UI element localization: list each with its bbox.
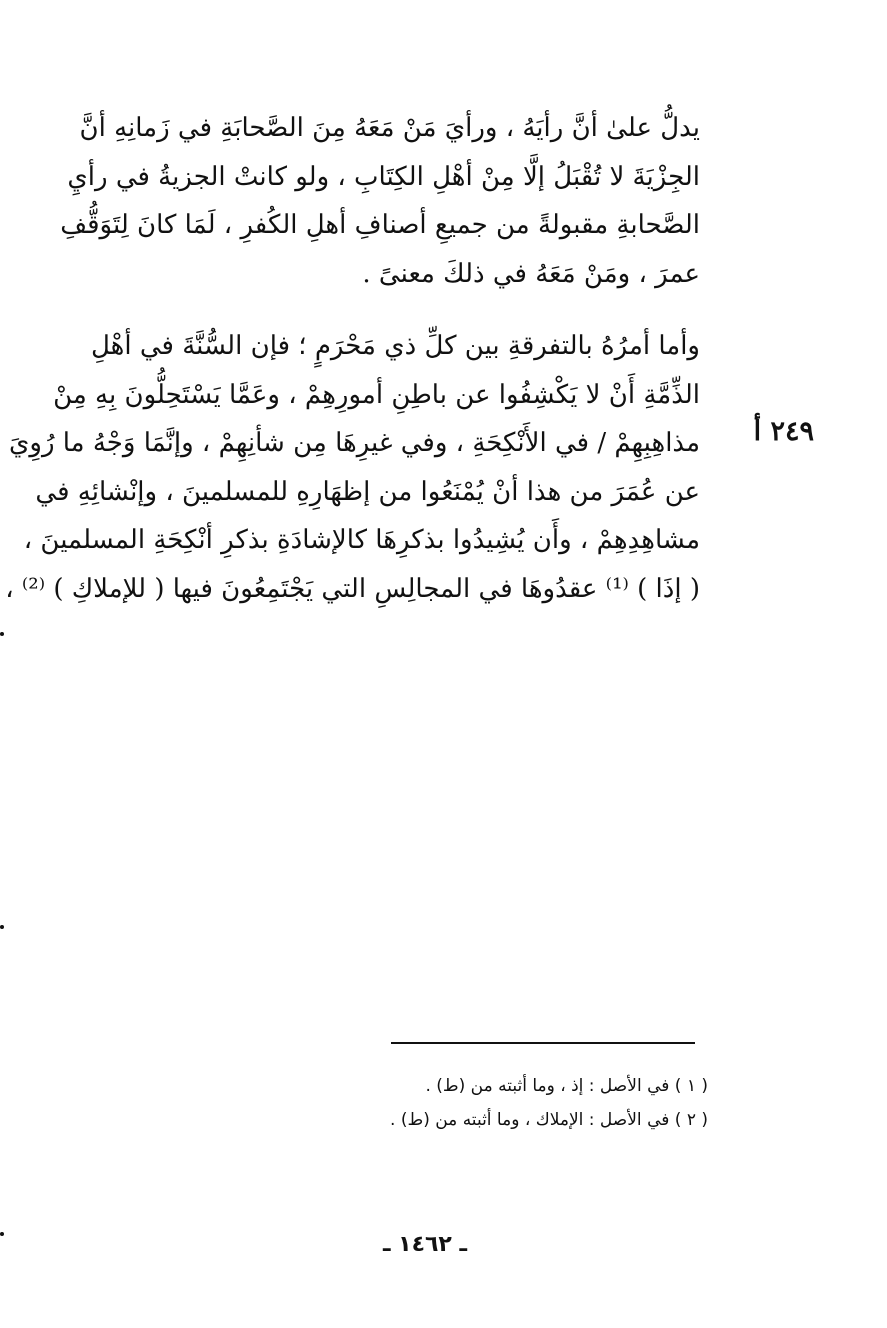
paragraph-line: وأما أمرُهُ بالتفرقةِ بين كلِّ ذي مَحْرَمٍ ؛ فإن السُّنَّةَ في أهْلِ <box>90 331 700 361</box>
manuscript-folio-reference: ٢٤٩ أ <box>753 416 814 447</box>
page-number: ـ ١٤٦٢ ـ <box>382 1232 468 1257</box>
body-paragraph-1 <box>38 104 700 298</box>
paragraph-line: مذاهِبِهِمْ / في الأَنْكِحَةِ ، وفي غيرِهَا مِن شأنِهِمْ ، وإنَّمَا وَجْهُ ما رُوِيَ <box>9 428 700 458</box>
body-paragraph-2 <box>5 322 700 613</box>
paragraph-line: مشاهِدِهِمْ ، وأَن يُشِيدُوا بذكرِهَا كالإشادَةِ بذكرِ أنْكِحَةِ المسلمينَ ، <box>23 525 700 555</box>
scan-edge-mark <box>0 632 4 636</box>
footnotes <box>250 1069 708 1137</box>
footnote-1: ( ١ ) في الأصل : إذ ، وما أثبته من (ط) . <box>425 1076 708 1096</box>
paragraph-line: عمرَ ، ومَنْ مَعَهُ في ذلكَ معنىً . <box>362 258 700 289</box>
paragraph-line: الذِّمَّةِ أَنْ لا يَكْشِفُوا عن باطِنِ أمورِهِمْ ، وعَمَّا يَسْتَحِلُّونَ بِهِ مِنْ <box>53 379 700 410</box>
paragraph-line: يدلُّ علىٰ أنَّ رأيَهُ ، ورأيَ مَنْ مَعَهُ مِنَ الصَّحابَةِ في زَمانِهِ أنَّ <box>79 113 700 143</box>
scan-edge-mark <box>0 925 4 929</box>
scan-edge-mark <box>0 1232 4 1236</box>
footnote-separator <box>391 1042 695 1044</box>
paragraph-line: ( إذَا ) ⁽¹⁾ عقدُوهَا في المجالِسِ التي يَجْتَمِعُونَ فيها ( للإملاكِ ) ⁽²⁾ ، <box>5 573 700 604</box>
paragraph-line: الجِزْيَةَ لا تُقْبَلُ إلَّا مِنْ أهْلِ الكِتَابِ ، ولو كانتْ الجزيةُ في رأيِ <box>67 161 700 192</box>
footnote-2: ( ٢ ) في الأصل : الإملاك ، وما أثبته من (ط) . <box>390 1110 708 1130</box>
paragraph-line: عن عُمَرَ من هذا أنْ يُمْنَعُوا من إظهَارِهِ للمسلمينَ ، وإنْشائِهِ في <box>35 476 700 507</box>
paragraph-line: الصَّحابةِ مقبولةً من جميعِ أصنافِ أهلِ الكُفرِ ، لَمَا كانَ لِتَوَقُّفِ <box>60 210 700 240</box>
